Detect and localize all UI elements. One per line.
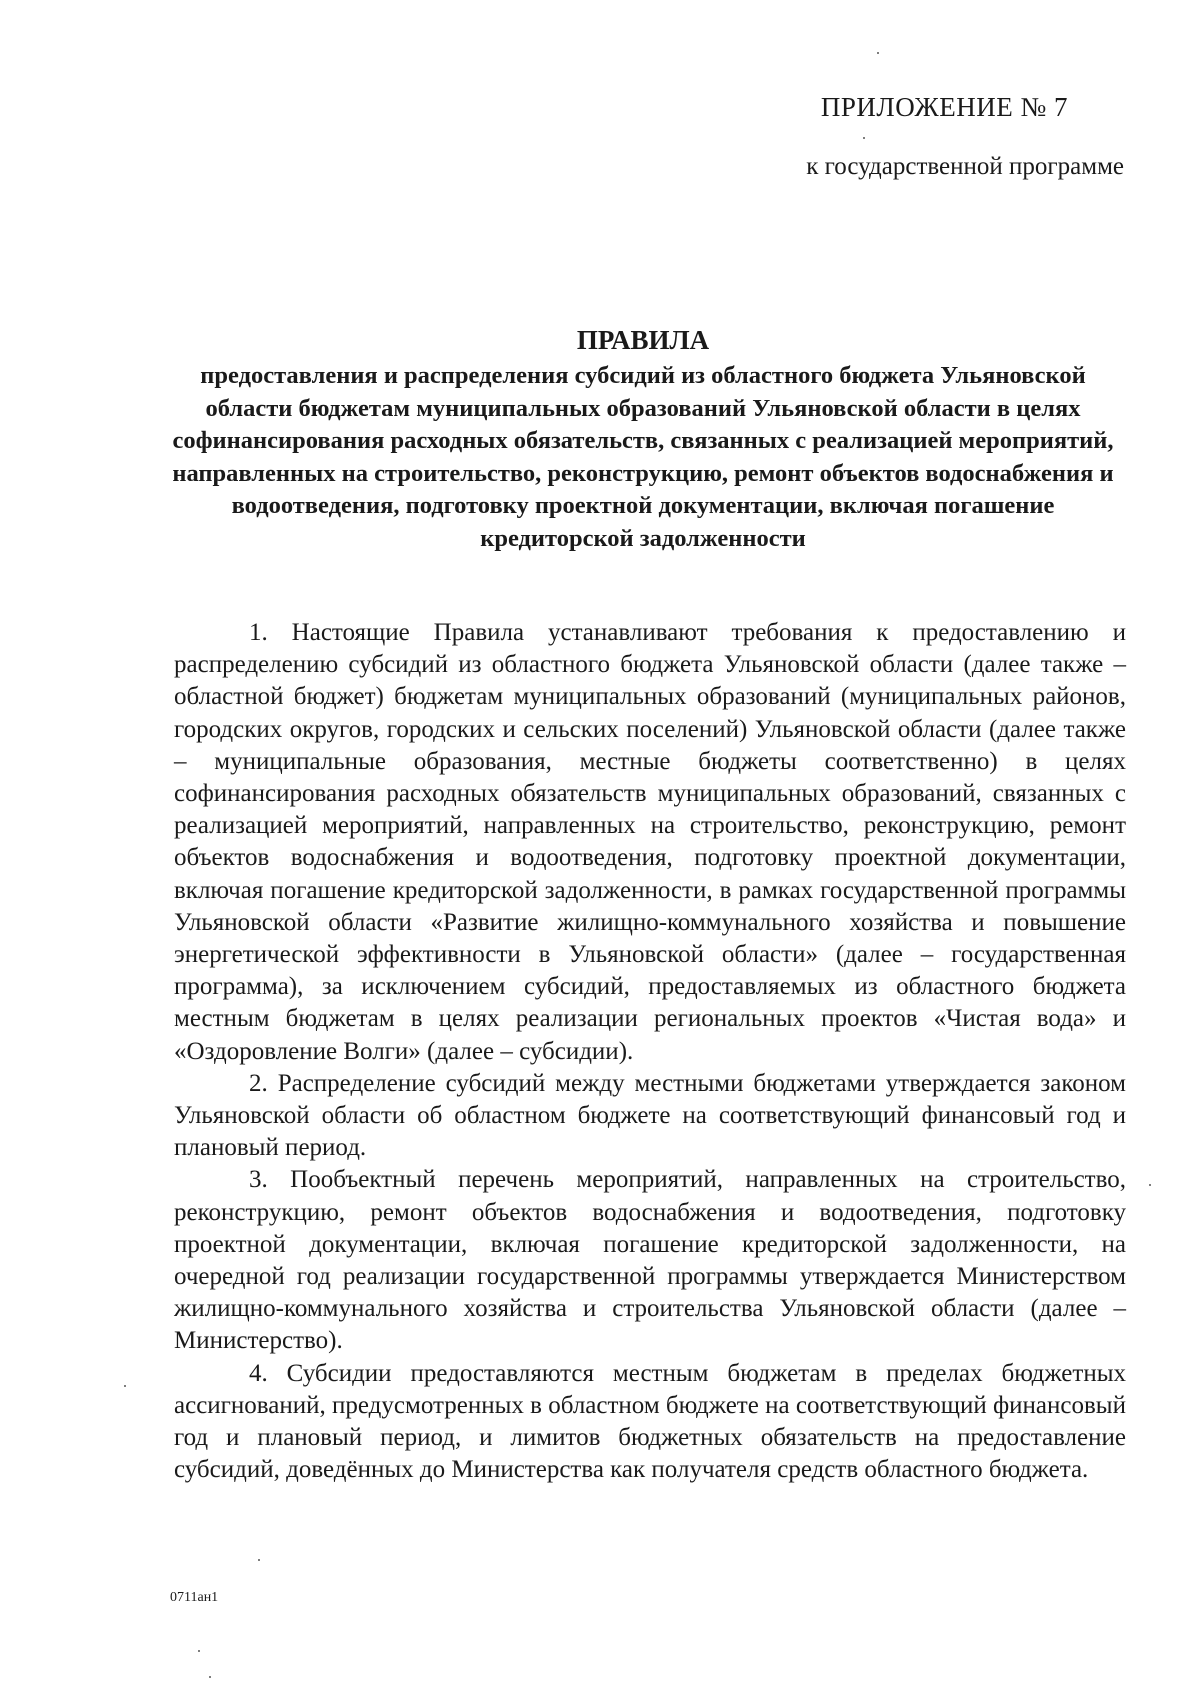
scan-speck xyxy=(877,52,879,54)
paragraph-1: 1. Настоящие Правила устанавливают требования к предоставлению и распределению субсидий из областного бюджета Ульяновской области (далее также – областной бюджет) бюджетам муниципальных образований (муниципальных районов, городских округов, городских и сельских поселений) Ульяновской области (далее также – муниципальные образования, местные бюджеты соответственно) в целях софинансирования расходных обязательств муниципальных образований, связанных с реализацией мероприятий, направленных на строительство, реконструкцию, ремонт объектов водоснабжения и водоотведения, подготовку проектной документации, включая погашение кредиторской задолженности, в рамках государственной программы Ульяновской области «Развитие жилищно-коммунального хозяйства и повышение энергетической эффективности в Ульяновской области» (далее – государственная программа), за исключением субсидий, предоставляемых из областного бюджета местным бюджетам в целях реализации региональных проектов «Чистая вода» и «Оздоровление Волги» (далее – субсидии). xyxy=(174,619,1126,1065)
scan-speck xyxy=(1149,1184,1151,1186)
paragraph-3: 3. Пообъектный перечень мероприятий, направленных на строительство, реконструкцию, ремонт объектов водоснабжения и водоотведения, подготовку проектной документации, включая погашение кредиторской задолженности, на очередной год реализации государственной программы утверждается Министерством жилищно-коммунального хозяйства и строительства Ульяновской области (далее – Министерство). xyxy=(174,1166,1126,1355)
scan-speck xyxy=(258,1559,260,1561)
rules-heading: ПРАВИЛА xyxy=(576,325,710,355)
paragraph-2: 2. Распределение субсидий между местными бюджетами утверждается законом Ульяновской области об областном бюджете на соответствующий финансовый год и плановый период. xyxy=(174,1069,1126,1162)
document-code: 0711ан1 xyxy=(170,1590,219,1605)
appendix-subtitle: к государственной программе xyxy=(806,153,1124,180)
appendix-title: ПРИЛОЖЕНИЕ № 7 xyxy=(820,92,1068,122)
scan-speck xyxy=(198,1650,200,1652)
paragraph-4: 4. Субсидии предоставляются местным бюджетам в пределах бюджетных ассигнований, предусмотренных в областном бюджете на соответствующий финансовый год и плановый период, и лимитов бюджетных обязательств на предоставление субсидий, доведённых до Министерства как получателя средств областного бюджета. xyxy=(174,1359,1126,1484)
document-body xyxy=(174,617,1126,1486)
scan-speck xyxy=(209,1676,211,1678)
rules-subheading: предоставления и распределения субсидий из областного бюджета Ульяновской области бюджетам муниципальных образований Ульяновской области в целях софинансирования расходных обязательств, связанных с реализацией мероприятий, направленных на строительство, реконструкцию, ремонт объектов водоснабжения и водоотведения, подготовку проектной документации, включая погашение кредиторской задолженности xyxy=(172,362,1114,552)
scan-speck xyxy=(863,137,865,139)
scan-speck xyxy=(124,1385,126,1387)
